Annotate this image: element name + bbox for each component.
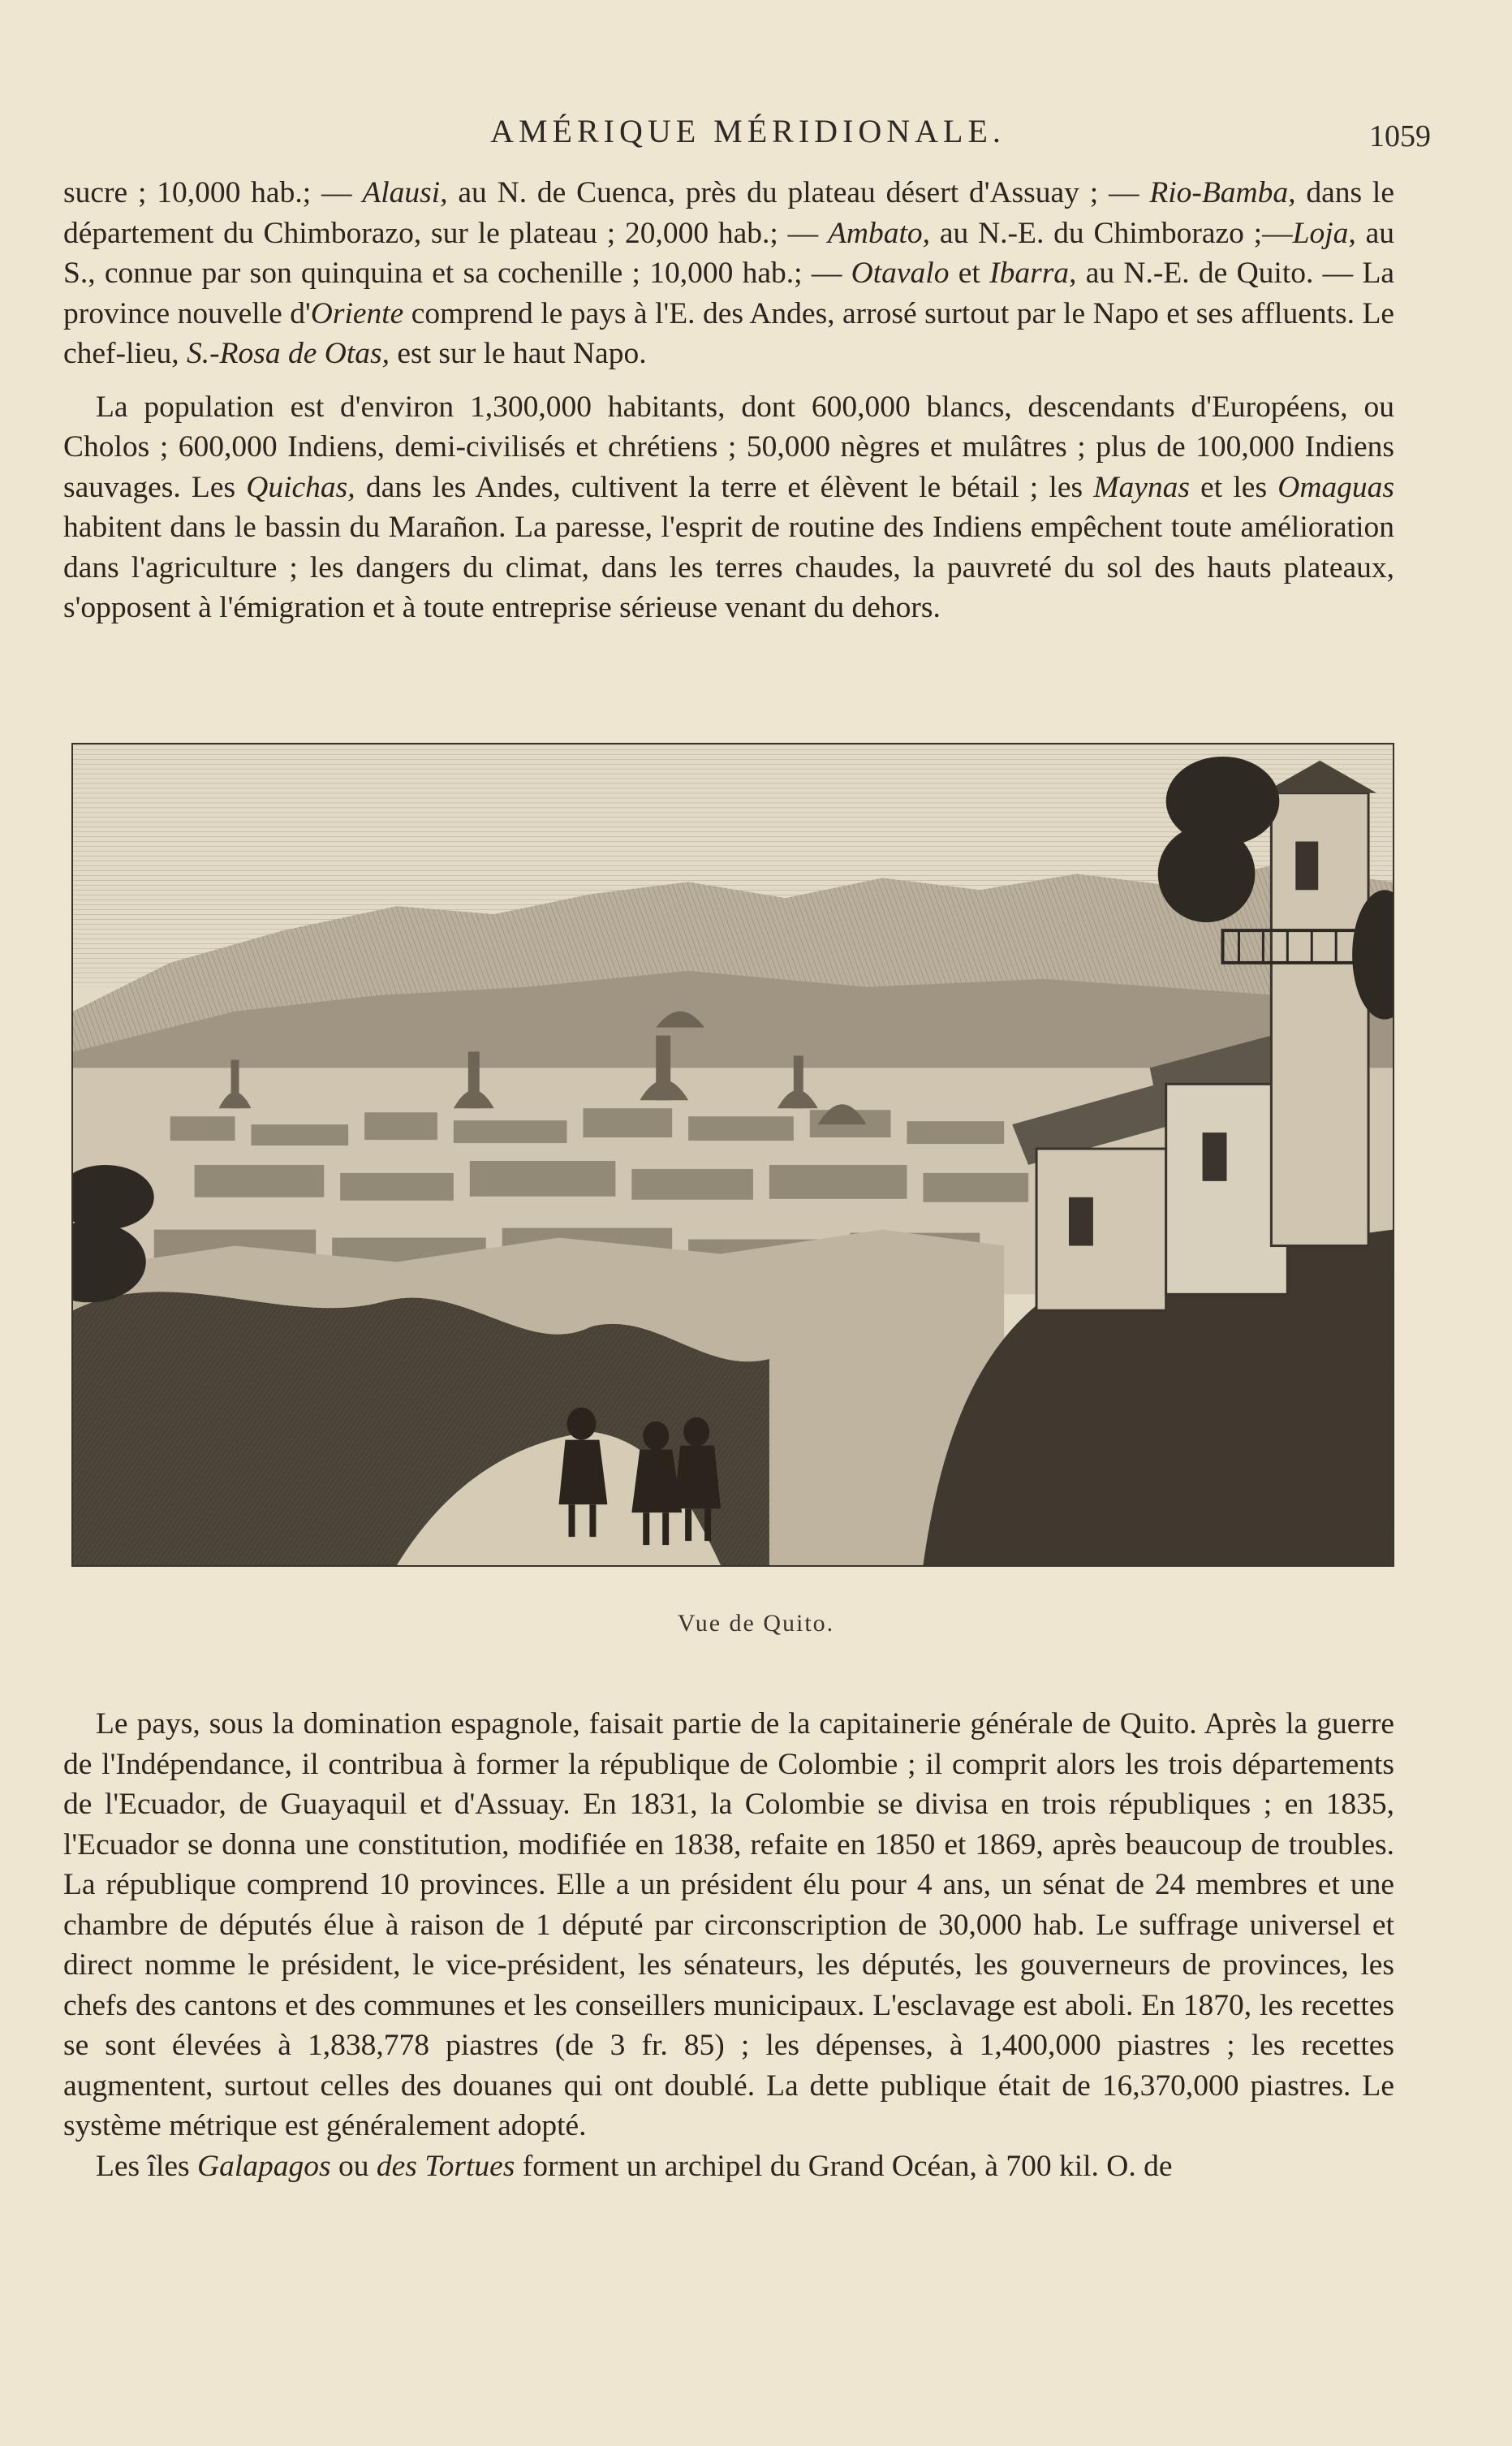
page-number: 1059 xyxy=(1369,119,1431,153)
text-run: comprend le pays à l'E. des Andes, arrosé surtout par le Napo et ses affluents. Le chef-lieu, xyxy=(63,296,1395,370)
engraving-vue-de-quito xyxy=(71,743,1394,1567)
place-name: Otavalo xyxy=(851,257,950,290)
text-run: au S., connue par son quinquina et sa cochenille ; 10,000 hab.; — xyxy=(63,216,1394,290)
place-name: Oriente xyxy=(310,296,404,330)
place-name: Galapagos xyxy=(196,2149,331,2183)
paragraph-population xyxy=(63,387,1394,628)
text-run: sucre ; 10,000 hab.; — xyxy=(63,176,363,209)
text-run: habitent dans le bassin du Marañon. La paresse, l'esprit de routine des Indiens empêchent toute amélioration dans l'agriculture ; les dangers du climat, dans les terres chaudes, la pauvreté du sol des hauts plateaux, s'opposent à l'émigration et à toute entreprise sérieuse venant du dehors. xyxy=(63,511,1394,624)
people-name: Omaguas xyxy=(1277,470,1394,504)
text-run: au N. de Cuenca, près du plateau désert d'Assuay ; — xyxy=(447,176,1150,209)
text-run: dans les Andes, cultivent la terre et élèvent le bétail ; les xyxy=(355,470,1094,504)
text-run: ou xyxy=(330,2149,377,2183)
place-name: Ibarra, xyxy=(989,257,1077,290)
place-name: Alausi, xyxy=(362,176,448,209)
text-run: et les xyxy=(1189,470,1278,504)
bottom-text xyxy=(63,1704,1394,2186)
text-run: au N.-E. du Chimborazo ;— xyxy=(930,216,1293,250)
engraving-illustration xyxy=(73,744,1393,1565)
text-run: forment un archipel du Grand Océan, à 700 kil. O. de xyxy=(515,2149,1173,2183)
text-run: est sur le haut Napo. xyxy=(389,337,647,370)
place-name: S.-Rosa de Otas, xyxy=(187,337,390,370)
paragraph-galapagos xyxy=(63,2146,1394,2187)
running-title: AMÉRIQUE MÉRIDIONALE. xyxy=(490,113,1006,149)
text-run: au N.-E. de Quito. — La province nouvelle d' xyxy=(63,257,1394,330)
text-run: dans le département du Chimborazo, sur le plateau ; 20,000 hab.; — xyxy=(63,176,1394,250)
text-run: Les îles xyxy=(96,2149,197,2183)
people-name: Quichas, xyxy=(246,470,355,504)
people-name: Maynas xyxy=(1093,470,1190,504)
paragraph-history: Le pays, sous la domination espagnole, faisait partie de la capitainerie générale de Quito. Après la guerre de l'Indépendance, il contribua à former la république de Colombie ; il comprit alors les trois départements de l'Ecuador, de Guayaquil et d'Assuay. En 1831, la Colombie se divisa en trois républiques ; en 1835, l'Ecuador se donna une constitution, modifiée en 1838, refaite en 1850 et 1869, après beaucoup de troubles. La république comprend 10 provinces. Elle a un président élu pour 4 ans, un sénat de 24 membres et une chambre de députés élue à raison de 1 député par circonscription de 30,000 hab. Le suffrage universel et direct nomme le président, le vice-président, les sénateurs, les députés, les gouverneurs de provinces, les chefs des cantons et des communes et les conseillers municipaux. L'esclavage est aboli. En 1870, les recettes se sont élevées à 1,838,778 piastres (de 3 fr. 85) ; les dépenses, à 1,400,000 piastres ; les recettes augmentent, surtout celles des douanes qui ont doublé. La dette publique était de 16,370,000 piastres. Le système métrique est généralement adopté. xyxy=(63,1707,1394,2142)
paragraph-intro xyxy=(63,173,1394,374)
running-head xyxy=(65,112,1431,161)
figure-caption: Vue de Quito. xyxy=(677,1610,835,1637)
text-run: et xyxy=(949,257,990,290)
place-name: Rio-Bamba, xyxy=(1149,176,1296,209)
top-text xyxy=(63,173,1394,628)
place-name: Loja, xyxy=(1292,216,1356,250)
place-name: des Tortues xyxy=(376,2149,515,2183)
place-name: Ambato, xyxy=(828,216,931,250)
text-run: La population est d'environ 1,300,000 habitants, dont 600,000 blancs, descendants d'Européens, ou Cholos ; 600,000 Indiens, demi-civilisés et chrétiens ; 50,000 nègres et mulâtres ; plus de 100,000 Indiens sauvages. Les xyxy=(63,390,1394,504)
